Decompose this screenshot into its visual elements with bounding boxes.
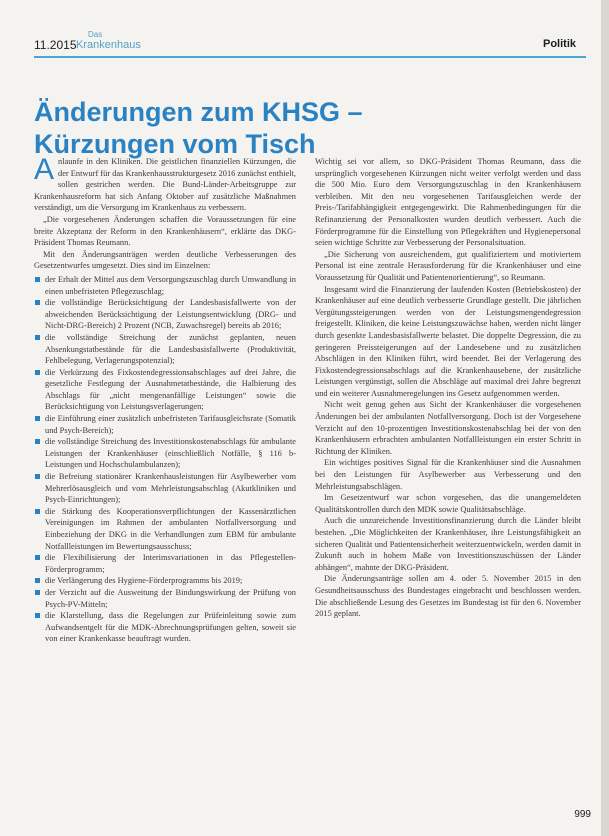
page-header bbox=[34, 30, 594, 56]
magazine-logo-text: Krankenhaus bbox=[76, 39, 141, 51]
page-edge-shadow bbox=[601, 0, 609, 836]
paragraph: Insgesamt wird die Finanzierung der laufenden Kosten (Betriebskosten) der Krankenhäuser auf eine deutlich verbesserte Grundlage gestellt. Die jährlichen Vergütungssteigerungen werden von der Leistungsmengendegression freigestellt. Kliniken, die keine Leistungszuwächse haben, werden nicht länger durch gesenkte Landesbasisfallwerte belastet. Die doppelte Degression, die zu geringeren Preissteigerungen auf der Landesebene und zu zusätzlichen Abschlägen in den Kliniken führt, wird beendet. Bei der Verlagerung des Fixkostendegressionsabschlags auf die Krankenhausebene, der zusätzliche Leistungen vergünstigt, sollen die Abschläge auf maximal drei Jahre begrenzt und ein weiterer Ausnahmeregelungen ins Gesetz aufgenommen werden. bbox=[315, 284, 581, 398]
paragraph: „Die vorgesehenen Änderungen schaffen die Voraussetzungen für eine breite Akzeptanz der Reform in den Krankenhäusern“, erklärte das DKG-Präsident Thomas Reumann. bbox=[34, 214, 296, 248]
left-column bbox=[34, 153, 297, 645]
paragraph: Auch die unzureichende Investitionsfinanzierung durch die Länder bleibt bestehen. „Die Möglichkeiten der Krankenhäuser, ihre Leistungsfähigkeit an sicheren Qualität und Patientensicherheit weiterzuentwickeln, werden damit in Zukunft auch in hohem Maße von Investitionszuschüssen der Länder abhängen“, mahnte der DKG-Präsident. bbox=[315, 516, 581, 572]
list-item: die Befreiung stationärer Krankenhausleistungen für Asylbewerber vom Mehrerlösausgleich und vom Mehrleistungsabschlag (Akutkliniken und Psych-Einrichtungen); bbox=[34, 471, 296, 506]
paragraph: Mit den Änderungsanträgen werden deutliche Verbesserungen des Gesetzentwurfes umgesetzt. Dies sind im Einzelnen: bbox=[34, 249, 296, 271]
intro-paragraph bbox=[34, 153, 297, 214]
list-item: die Klarstellung, dass die Regelungen zur Prüfeinleitung sowie zum Aufwandsentgelt für die MDK-Abrechnungsprüfungen gelten, soweit sie von einer Krankenkasse beauftragt wurden. bbox=[34, 610, 296, 645]
list-item: die Stärkung des Kooperationsverpflichtungen der Kassenärztlichen Vereinigungen im Rahmen der ambulanten Notfallversorgung und Einbeziehung der DKG in die Verhandlungen zum EBM für ambulante Notfallleistungen im Bewertungsausschuss; bbox=[34, 506, 296, 552]
list-item: die vollständige Berücksichtigung der Landesbasisfallwerte von der abweichenden Berücksichtigung der Leistungsentwicklung (DRG- und Nicht-DRG-Bereich) 2 Prozent (NCB, Zuwachsregel) bereits ab 2016; bbox=[34, 297, 296, 332]
paragraph: Ein wichtiges positives Signal für die Krankenhäuser sind die Ausnahmen bei den Leistungen für Asylbewerber aus Verbesserung und den Mehrleistungsabschlägen. bbox=[315, 458, 581, 491]
list-item: der Verzicht auf die Ausweitung der Bindungswirkung der Prüfung von Psych-PV-Mitteln; bbox=[34, 587, 296, 610]
list-item: die vollständige Streichung des Investitionskostenabschlags für ambulante Leistungen der Krankenhäuser (einschließlich Notfälle, § 116 b-Leistungen und Hochschulambulanzen); bbox=[34, 436, 296, 471]
section-label: Politik bbox=[542, 38, 576, 50]
paragraph: Nicht weit genug gehen aus Sicht der Krankenhäuser die vorgesehenen Änderungen bei der ambulanten Notfallversorgung. Doch ist der Vorgesehene Verzicht auf den 10-prozentigen Investitionskostenabschlag bei der von den Krankenhäusern erbrachten ambulanten Notfallleistungen ein erster Schritt in Richtung der Kliniken. bbox=[315, 400, 581, 456]
list-item: die Verlängerung des Hygiene-Förderprogramms bis 2019; bbox=[34, 575, 296, 587]
article-title-line-1: Änderungen zum KHSG – bbox=[34, 97, 363, 128]
list-item: der Erhalt der Mittel aus dem Versorgungszuschlag durch Umwandlung in einen unbefristeten Pflegezuschlag; bbox=[34, 274, 296, 297]
paragraph: „Die Sicherung von ausreichendem, gut qualifiziertem und motiviertem Personal ist eine zentrale Herausforderung für die Krankenhäuser und eine Voraussetzung für Qualität und Patientenorientierung“, so Reumann. bbox=[315, 249, 581, 282]
header-rule bbox=[34, 56, 586, 58]
paragraph: Die Änderungsanträge sollen am 4. oder 5. November 2015 in den Gesundheitsausschuss des Bundestages eingebracht und beschlossen werden. Die abschließende Lesung des Gesetzes im Bundestag ist für den 6. November 2015 geplant. bbox=[315, 574, 581, 619]
list-item: die vollständige Streichung der zunächst geplanten, neuen Absenkungstatbestände für die Landesbasisfallwerte (Produktivität, Fehlbelegung, Verlagerungspotenzial); bbox=[34, 332, 296, 367]
magazine-logo bbox=[76, 30, 141, 50]
article-title bbox=[34, 96, 554, 160]
list-item: die Flexibilisierung der Interimsvariationen in das Pflegestellen-Förderprogramm; bbox=[34, 552, 296, 575]
article-title-line-2: Kürzungen vom Tisch bbox=[34, 129, 316, 160]
right-column bbox=[315, 156, 581, 620]
changes-list bbox=[34, 274, 296, 645]
magazine-logo-small: Das bbox=[88, 30, 103, 39]
drop-cap: A bbox=[34, 153, 55, 186]
list-item: die Verkürzung des Fixkostendegressionsabschlages auf drei Jahre, die gesetzliche Festlegung der Ausnahmetatbestände, die Halbierung des Abschlags für „nicht mengenanfällige Leistungen“ sowie die Berücksichtigung von Leistungsverlagerungen; bbox=[34, 367, 296, 413]
paragraph: Wichtig sei vor allem, so DKG-Präsident Thomas Reumann, dass die ursprünglich vorgesehenen Kürzungen nicht weiter verfolgt werden und dass die 500 Mio. Euro dem Versorgungszuschlag in den Krankenhäusern verbleiben. Mit den neu vorgesehenen Tarifausgleichen werde der Preis-/Tarifabhängigkeit entgegengewirkt. Die Rahmenbedingungen für die Refinanzierung der Personalkosten wurden deutlich verbessert. Auch die Förderprogramme für die Einstellung von Pflegekräften und Hygienepersonal seien wichtige Schritte zur Verbesserung der Personalsituation. bbox=[315, 157, 581, 248]
intro-text: nlaunfe in den Kliniken. Die geistlichen finanziellen Kürzungen, die der Entwurf für das Krankenhausstrukturgesetz 2016 zunächst enthielt, sollen gestrichen werden. Die Bund-Länder-Arbeitsgruppe zur Krankenhausreform hat sich Anfang Oktober auf zusätzliche Maßnahmen verständigt, um die Versorgung im Krankenhaus zu verbessern. bbox=[34, 157, 297, 213]
issue-date: 11.2015 bbox=[34, 38, 77, 52]
paragraph: Im Gesetzentwurf war schon vorgesehen, das die unangemeldeten Qualitätskontrollen durch den MDK sowie Qualitätsabschläge. bbox=[315, 493, 581, 514]
page-number: 999 bbox=[574, 809, 591, 820]
list-item: die Einführung einer zusätzlich unbefristeten Tarifausgleichsrate (Somatik und Psych-Bereich); bbox=[34, 413, 296, 436]
